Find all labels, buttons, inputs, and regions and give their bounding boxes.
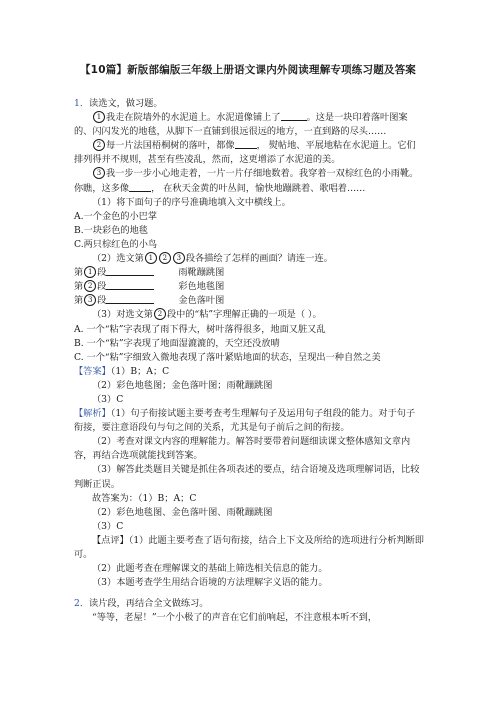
fill-blank-1 (281, 120, 307, 121)
sub-question-1: （1）将下面句子的序号准确地填入文中横线上。 (92, 196, 291, 208)
match-prefix: 第 (74, 295, 84, 307)
circled-number-1: 1 (145, 252, 157, 264)
circled-number-2: 2 (154, 308, 166, 320)
match-row-3 (74, 294, 424, 308)
match-right-3: 金色落叶图 (178, 295, 225, 307)
sub-question-2 (74, 252, 424, 266)
p3-text-a: 我一步一步小心地走着，一片一片仔细地数着。我穿着一双棕红色的小雨靴。你瞧，这多像 (74, 168, 419, 194)
circled-number-2: 2 (84, 280, 96, 292)
analysis-3: （3）解答此类题目关键是抓住各项表述的要点，结合语境及选项理解词语，比较判断正误。 (74, 464, 420, 490)
sub3-text-a: （3）对选文第 (92, 309, 153, 321)
match-row-2 (74, 280, 424, 294)
match-line (106, 289, 154, 290)
analysis-text-1: （1）句子衔接试题主要考查考生理解句子及运用句子组段的能力。对于句子衔接，要注意语段句与句之间的关系，尤其是句子前后之间的衔接。 (74, 408, 416, 434)
q1-heading (74, 97, 424, 111)
fill-blank-2 (235, 148, 257, 149)
p2-text-a: 每一片法国梧桐树的落叶，都像 (106, 140, 235, 152)
match-right-2: 彩色地毯图 (178, 281, 225, 293)
sub3-option-a: A. 一个“粘”字表现了雨下得大，树叶落得很多，地面又脏又乱 (74, 323, 326, 335)
final-answer-1: 故答案为：（1）B；A；C (92, 492, 197, 504)
analysis-tag: 【解析】 (74, 408, 111, 420)
sub3-text-b: 段中的“粘”字理解正确的一项是（ ）。 (166, 309, 322, 321)
document-body (74, 97, 424, 625)
q2-number: 2． (74, 598, 90, 610)
passage-paragraph-1 (74, 111, 424, 139)
answer-3: （3）C (92, 393, 124, 405)
match-prefix: 第 (74, 281, 84, 293)
q1-number: 1． (74, 98, 90, 109)
q1-prompt: 读选文，做习题。 (89, 98, 163, 109)
circled-number-1: 1 (93, 111, 105, 123)
p2-text-b: ， 熨帖地、平展地粘在水泥道上。它们排列得并不规则，甚至有些凌乱，然而，这更增添了水泥道的美。 (74, 140, 416, 166)
final-answer-2: （2）彩色地毯图、金色落叶图、雨靴蹦跳图 (92, 506, 273, 518)
circled-number-2: 2 (93, 139, 105, 151)
passage-paragraph-3 (74, 167, 424, 195)
sub3-option-c: C. 一个“粘”字细致入微地表现了落叶紧贴地面的状态，呈现出一种自然之美 (74, 351, 381, 363)
answer-tag: 【答案】 (74, 365, 111, 377)
q2-passage-line-1: “等等，老屋！”一个小极了的声音在它们前响起，不注意根本听不到， (92, 612, 378, 624)
match-row-1 (74, 266, 424, 280)
option-c: C.两只棕红色的小鸟 (74, 238, 158, 250)
document-title: 【10篇】新版部编版三年级上册语文课内外阅读理解专项练习题及答案 (79, 64, 416, 76)
circled-number-3: 3 (84, 294, 96, 306)
option-a: A.一个金色的小巴掌 (74, 210, 158, 222)
match-right-1: 雨靴蹦跳图 (178, 267, 225, 279)
sub3-option-b: B. 一个“粘”字表现了地面湿漉漉的，天空还没放晴 (74, 337, 280, 349)
answer-2: （2）彩色地毯图；金色落叶图；雨靴蹦跳图 (92, 379, 273, 391)
match-line (106, 275, 154, 276)
answer-line-1 (74, 365, 424, 379)
match-suffix: 段 (97, 295, 107, 307)
p1-text-a: 我走在院墙外的水泥道上。水泥道像铺上了 (106, 112, 281, 124)
fill-blank-3 (129, 191, 151, 192)
comment-text-1: （1）此题主要考查了语句衔接，结合上下文及所给的选项进行分析判断即可。 (74, 534, 424, 560)
match-prefix: 第 (74, 267, 84, 279)
circled-number-2: 2 (159, 252, 171, 264)
comment-tag: 【点评】 (92, 534, 129, 546)
circled-number-1: 1 (84, 266, 96, 278)
circled-number-3: 3 (93, 167, 105, 179)
analysis-2: （2）考查对课文内容的理解能力。解答时要带着问题细读课文整体感知文章内容，再结合选项就能找到答案。 (74, 436, 411, 462)
p3-text-b: ， 在秋天金黄的叶丛间，愉快地蹦跳着、歌唱着…… (151, 182, 366, 194)
passage-paragraph-2 (74, 139, 424, 167)
q2-heading (74, 597, 424, 611)
match-suffix: 段 (97, 267, 107, 279)
comment-2: （2）此题考查在理解课文的基础上筛选相关信息的能力。 (92, 563, 328, 575)
circled-number-3: 3 (173, 252, 185, 264)
comment-1 (74, 534, 424, 562)
comment-3: （3）本题考查学生用结合语境的方法理解字义语的能力。 (92, 577, 328, 589)
final-answer-3: （3）C (92, 520, 124, 532)
match-line (106, 303, 154, 304)
q2-prompt: 读片段，再结合全文做练习。 (89, 598, 209, 610)
match-suffix: 段 (97, 281, 107, 293)
sub-question-3 (74, 308, 424, 322)
option-b: B.一块彩色的地毯 (74, 224, 148, 236)
sub2-text-b: 段各描绘了怎样的画面？请连一连。 (185, 253, 333, 265)
analysis-1 (74, 407, 424, 435)
p1-text-b: 。这是一块印着落叶图案的、闪闪发光的地毯，从脚下一直铺到很远很远的地方，一直到路的尽头…… (74, 112, 408, 138)
answer-1: （1）B；A；C (110, 365, 170, 377)
sub2-text-a: （2）选文第 (92, 253, 144, 265)
